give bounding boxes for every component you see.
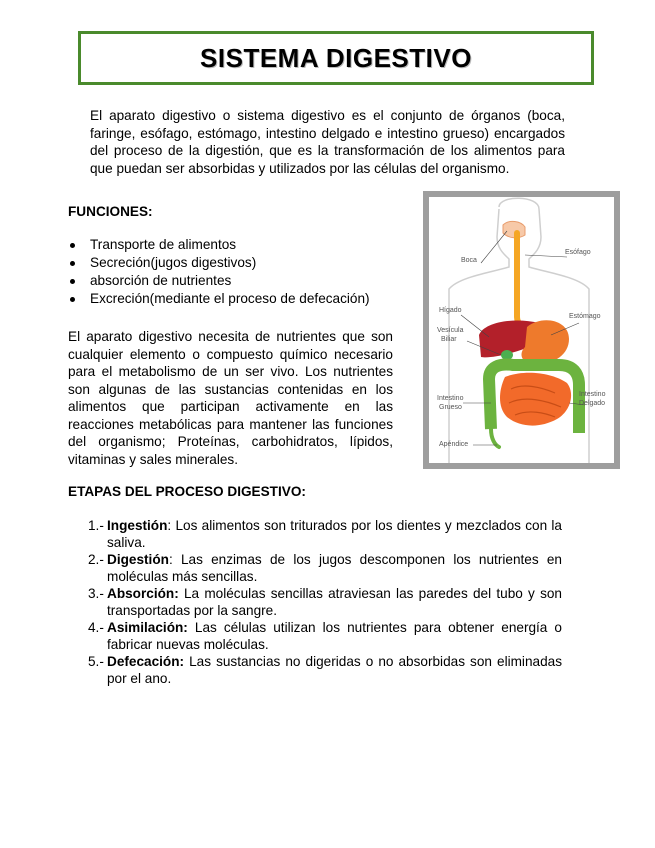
label-vesicula-1: Vesícula	[437, 327, 464, 334]
list-item: Transporte de alimentos	[68, 236, 370, 254]
step-text	[107, 517, 562, 551]
label-apendice: Apéndice	[439, 441, 469, 448]
figure-inner	[429, 197, 614, 463]
intro-paragraph: El aparato digestivo o sistema digestivo es el conjunto de órganos (boca, faringe, esófago, estómago, intestino delgado e intestino grueso) encargados del proceso de la digestión, que es la transformación de los alimentos para que puedan ser absorbidas y utilizados por las células del organismo.	[90, 108, 565, 176]
label-higado: Hígado	[439, 307, 462, 314]
step-text	[107, 653, 562, 687]
step-description: Las enzimas de los jugos descomponen los nutrientes en moléculas más sencillas.	[107, 552, 562, 584]
list-item	[88, 653, 562, 687]
step-text	[107, 619, 562, 653]
step-number: 1.-	[88, 518, 104, 533]
step-number: 4.-	[88, 620, 104, 635]
step-term: Asimilación:	[107, 620, 188, 635]
list-item: Excreción(mediante el proceso de defecación)	[68, 290, 370, 308]
step-term: Defecación:	[107, 654, 185, 669]
label-boca: Boca	[461, 257, 477, 264]
step-separator: :	[167, 518, 172, 533]
label-delgado-1: Intestino	[579, 391, 606, 398]
label-grueso-1: Intestino	[437, 395, 464, 402]
funciones-heading: FUNCIONES:	[68, 204, 153, 219]
label-vesicula-2: Biliar	[441, 336, 457, 343]
page-title: SISTEMA DIGESTIVO	[200, 42, 472, 73]
step-text	[107, 551, 562, 585]
stomach-shape	[522, 320, 569, 364]
step-description: La moléculas sencillas atraviesan las paredes del tubo y son transportadas por la sangre.	[107, 586, 562, 618]
list-item: absorción de nutrientes	[68, 272, 370, 290]
list-item	[88, 585, 562, 619]
label-grueso-2: Grueso	[439, 404, 462, 411]
step-number: 5.-	[88, 654, 104, 669]
step-separator: :	[168, 552, 173, 567]
step-description: Los alimentos son triturados por los dientes y mezclados con la saliva.	[107, 518, 562, 550]
step-number: 3.-	[88, 586, 104, 601]
label-esofago: Esófago	[565, 249, 591, 256]
esophagus-shape	[517, 233, 529, 331]
step-description: Las células utilizan los nutrientes para obtener energía o fabricar nuevas moléculas.	[107, 620, 562, 652]
step-term: Digestión	[107, 552, 169, 567]
list-item	[88, 619, 562, 653]
step-description: Las sustancias no digeridas o no absorbidas son eliminadas por el ano.	[107, 654, 562, 686]
list-item: Secreción(jugos digestivos)	[68, 254, 370, 272]
etapas-heading: ETAPAS DEL PROCESO DIGESTIVO:	[68, 484, 306, 499]
label-delgado-2: Delgado	[579, 400, 606, 407]
gallbladder-shape	[501, 350, 513, 360]
step-number: 2.-	[88, 552, 104, 567]
list-item	[88, 517, 562, 551]
step-term: Absorción:	[107, 586, 179, 601]
digestive-system-figure	[423, 191, 620, 469]
step-term: Ingestión	[107, 518, 168, 533]
label-estomago: Estómago	[569, 313, 601, 320]
funciones-list	[68, 236, 370, 308]
list-item	[88, 551, 562, 585]
title-box	[78, 31, 594, 85]
appendix-shape	[491, 429, 499, 447]
step-text	[107, 585, 562, 619]
nutrientes-paragraph: El aparato digestivo necesita de nutrientes que son cualquier elemento o compuesto químico necesario para el metabolismo de un ser vivo. Los nutrientes son algunas de las sustancias contenidas en los alimentos que participan activamente en las reacciones metabólicas para mantener las funciones del organismo; Proteínas, carbohidratos, lípidos, vitaminas y sales minerales.	[68, 329, 393, 467]
etapas-list	[88, 517, 562, 687]
